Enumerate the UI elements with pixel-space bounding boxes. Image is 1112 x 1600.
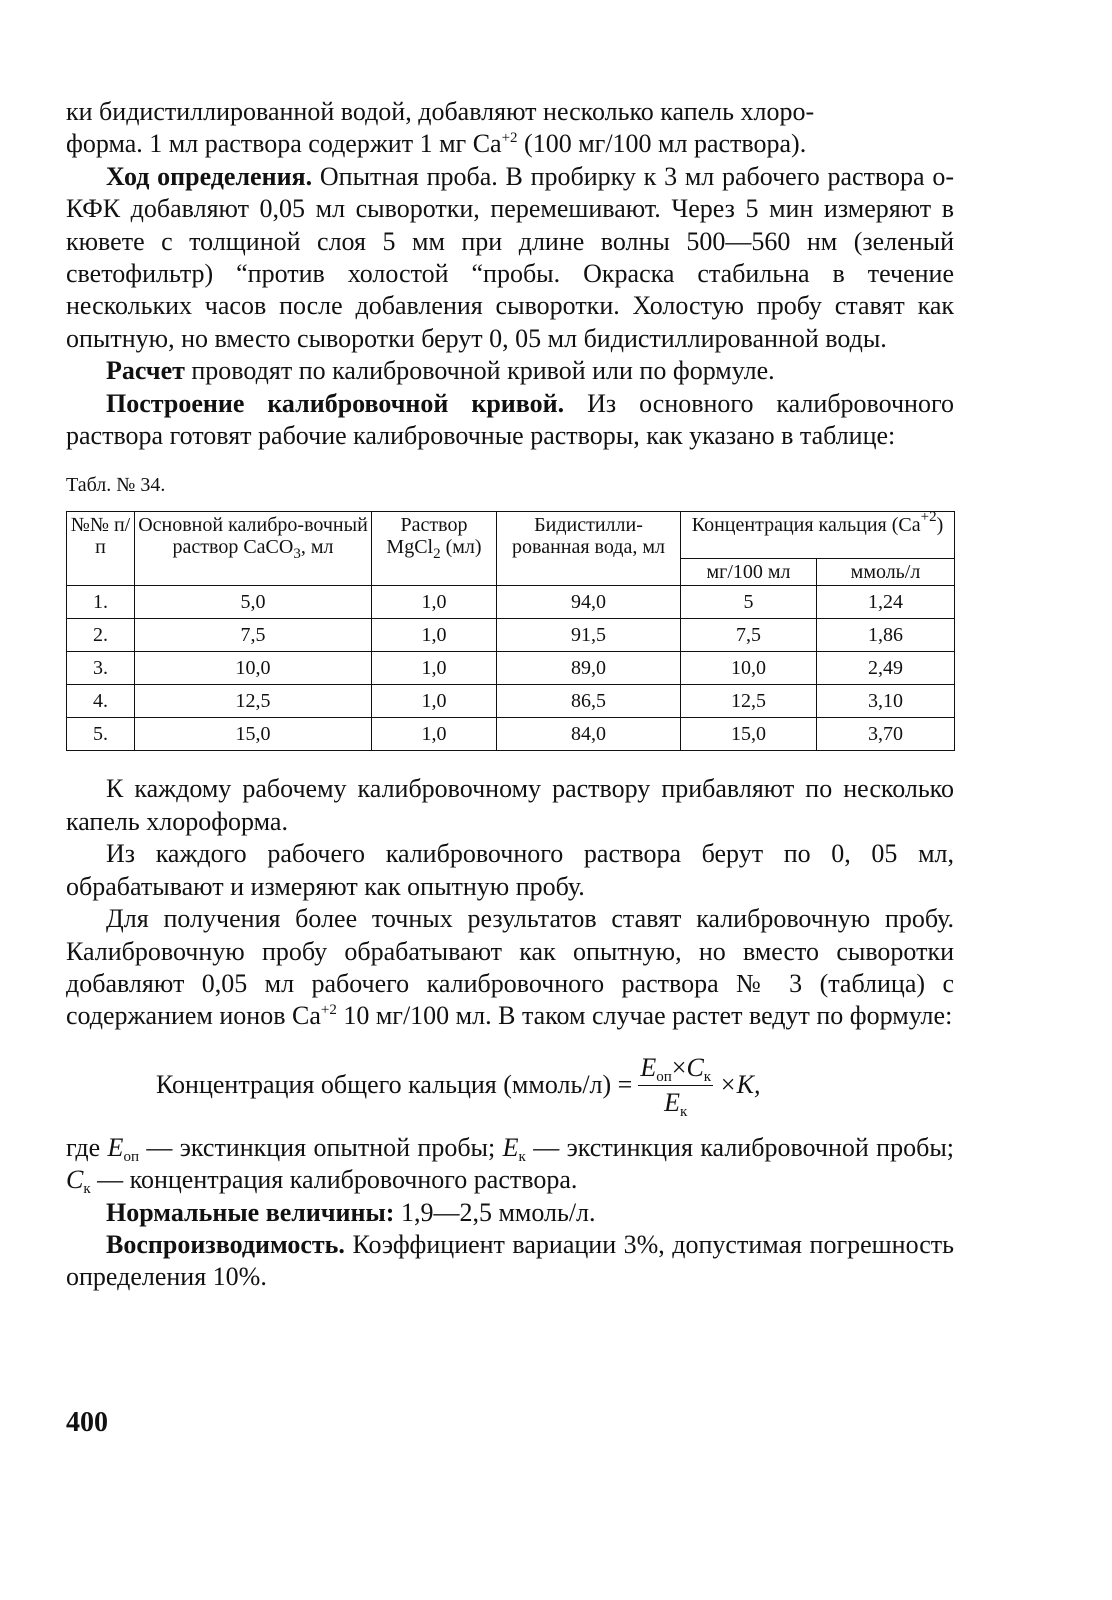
superscript: +2 <box>320 1002 337 1019</box>
table-cell: 4. <box>67 685 135 718</box>
table-row <box>67 685 955 718</box>
calculation-text: проводят по калибровочной кривой или по формуле. <box>184 356 775 386</box>
table-caption: Табл. № 34. <box>66 474 166 497</box>
header-caco3: Основной калибро-вочный раствор СаСО$_3$, мл <box>135 512 372 586</box>
paragraph-normal-values <box>66 1197 954 1229</box>
paragraph-chloroform: К каждому рабочему калибровочному раствору прибавляют по несколько капель хлороформа. <box>66 774 954 836</box>
table-cell: 5,0 <box>135 586 372 619</box>
formula-numerator: $E_{оп}\times C_к$ <box>640 1052 712 1085</box>
calibration-sample-text: Для получения более точных результатов ставят калибровочную пробу. Калибровочную пробу обрабатывают как опытную, но вместо сыворотки добавляют 0,05 мл рабочего калибровочного раствора № 3 (таблица) с содержанием ионов Са <box>66 904 954 1031</box>
header-mg-per-100ml: мг/100 мл <box>681 559 817 586</box>
paragraph-procedure <box>66 161 954 355</box>
table-cell: 1,0 <box>372 586 497 619</box>
formula-fraction <box>638 1053 713 1118</box>
table-cell: 10,0 <box>681 652 817 685</box>
formula-tail: ×K, <box>719 1070 761 1100</box>
paragraph-reproducibility <box>66 1229 954 1294</box>
table-cell: 5 <box>681 586 817 619</box>
header-number: №№ п/п <box>67 512 135 586</box>
heading-normal-values: Нормальные величины: <box>106 1197 395 1227</box>
intro-line-2: форма. 1 мл раствора содержит 1 мг Са <box>66 129 502 159</box>
table-cell: 3,10 <box>817 685 955 718</box>
table-row <box>67 586 955 619</box>
header-concentration: Концентрация кальция $(Са^{+2})$ <box>681 512 955 559</box>
table-cell: 15,0 <box>681 718 817 751</box>
table-row <box>67 619 955 652</box>
heading-reproducibility: Воспроизводимость. <box>106 1229 345 1259</box>
table-cell: 1,24 <box>817 586 955 619</box>
formula-lhs: Концентрация общего кальция (ммоль/л) = <box>156 1070 633 1100</box>
table-cell: 10,0 <box>135 652 372 685</box>
paragraph-where: где $E_{оп}$ — экстинкция опытной пробы; $E_к$ — экстинкция калибровочной пробы; $C_к$ — концентрация калибровочного раствора. <box>66 1132 955 1198</box>
table-cell: 15,0 <box>135 718 372 751</box>
header-mmol-per-l: ммоль/л <box>817 559 955 586</box>
heading-procedure: Ход определения. <box>106 161 313 191</box>
paragraph-calibration-sample <box>66 903 954 1033</box>
table-cell: 7,5 <box>135 619 372 652</box>
table-cell: 1,0 <box>372 619 497 652</box>
table-cell: 89,0 <box>497 652 681 685</box>
procedure-text: Опытная проба. В пробирку к 3 мл рабочего раствора о-КФК добавляют 0,05 мл сыворотки, перемешивают. Через 5 мин измеряют в кювете с толщиной слоя 5 мм при длине волны 500—560 нм (зеленый светофильтр) “против холостой “пробы. Окраска стабильна в течение нескольких часов после добавления сыворотки. Холостую пробу ставят как опытную, но вместо сыворотки берут 0, 05 мл бидистиллированной воды. <box>66 161 954 353</box>
header-mgcl2: Раствор MgCl$_2$ (мл) <box>372 512 497 586</box>
table-cell: 12,5 <box>681 685 817 718</box>
table-cell: 84,0 <box>497 718 681 751</box>
table-cell: 3,70 <box>817 718 955 751</box>
table-cell: 2. <box>67 619 135 652</box>
reproducibility-text: Коэффициент вариации 3%, допустимая погрешность определения 10%. <box>66 1229 954 1292</box>
normal-values-text: 1,9—2,5 ммоль/л. <box>394 1197 596 1227</box>
page-number: 400 <box>66 1407 108 1438</box>
table-cell: 1,86 <box>817 619 955 652</box>
table-row <box>67 652 955 685</box>
table-cell: 94,0 <box>497 586 681 619</box>
calibration-table <box>66 511 955 751</box>
table-cell: 2,49 <box>817 652 955 685</box>
header-water: Бидистилли-рованная вода, мл <box>497 512 681 586</box>
heading-calibration: Построение калибровочной кривой. <box>106 388 565 418</box>
table-cell: 86,5 <box>497 685 681 718</box>
paragraph-calculation <box>66 355 954 387</box>
paragraph-take-sample: Из каждого рабочего калибровочного раствора берут по 0, 05 мл, обрабатывают и измеряют как опытную пробу. <box>66 839 954 901</box>
paragraph-calibration <box>66 388 954 453</box>
heading-calculation: Расчет <box>106 356 185 386</box>
formula-denominator: $E_к$ <box>664 1087 688 1120</box>
intro-line-1: ки бидистиллированной водой, добавляют несколько капель хлоро- <box>66 97 815 126</box>
table-cell: 91,5 <box>497 619 681 652</box>
table-cell: 1. <box>67 586 135 619</box>
table-row <box>67 718 955 751</box>
formula <box>156 1053 954 1118</box>
calibration-sample-text-end: 10 мг/100 мл. В таком случае растет ведут по формуле: <box>336 1001 953 1031</box>
calibration-text: Из основного калибровочного раствора готовят рабочие калибровочные растворы, как указано в таблице: <box>66 388 954 451</box>
paragraph-intro <box>66 96 954 161</box>
table-cell: 5. <box>67 718 135 751</box>
table-cell: 1,0 <box>372 718 497 751</box>
table-cell: 1,0 <box>372 652 497 685</box>
table-cell: 3. <box>67 652 135 685</box>
superscript: +2 <box>501 130 518 147</box>
intro-line-2-end: (100 мг/100 мл раствора). <box>517 129 807 159</box>
table-cell: 7,5 <box>681 619 817 652</box>
table-cell: 1,0 <box>372 685 497 718</box>
table-cell: 12,5 <box>135 685 372 718</box>
page-content <box>66 96 954 1294</box>
